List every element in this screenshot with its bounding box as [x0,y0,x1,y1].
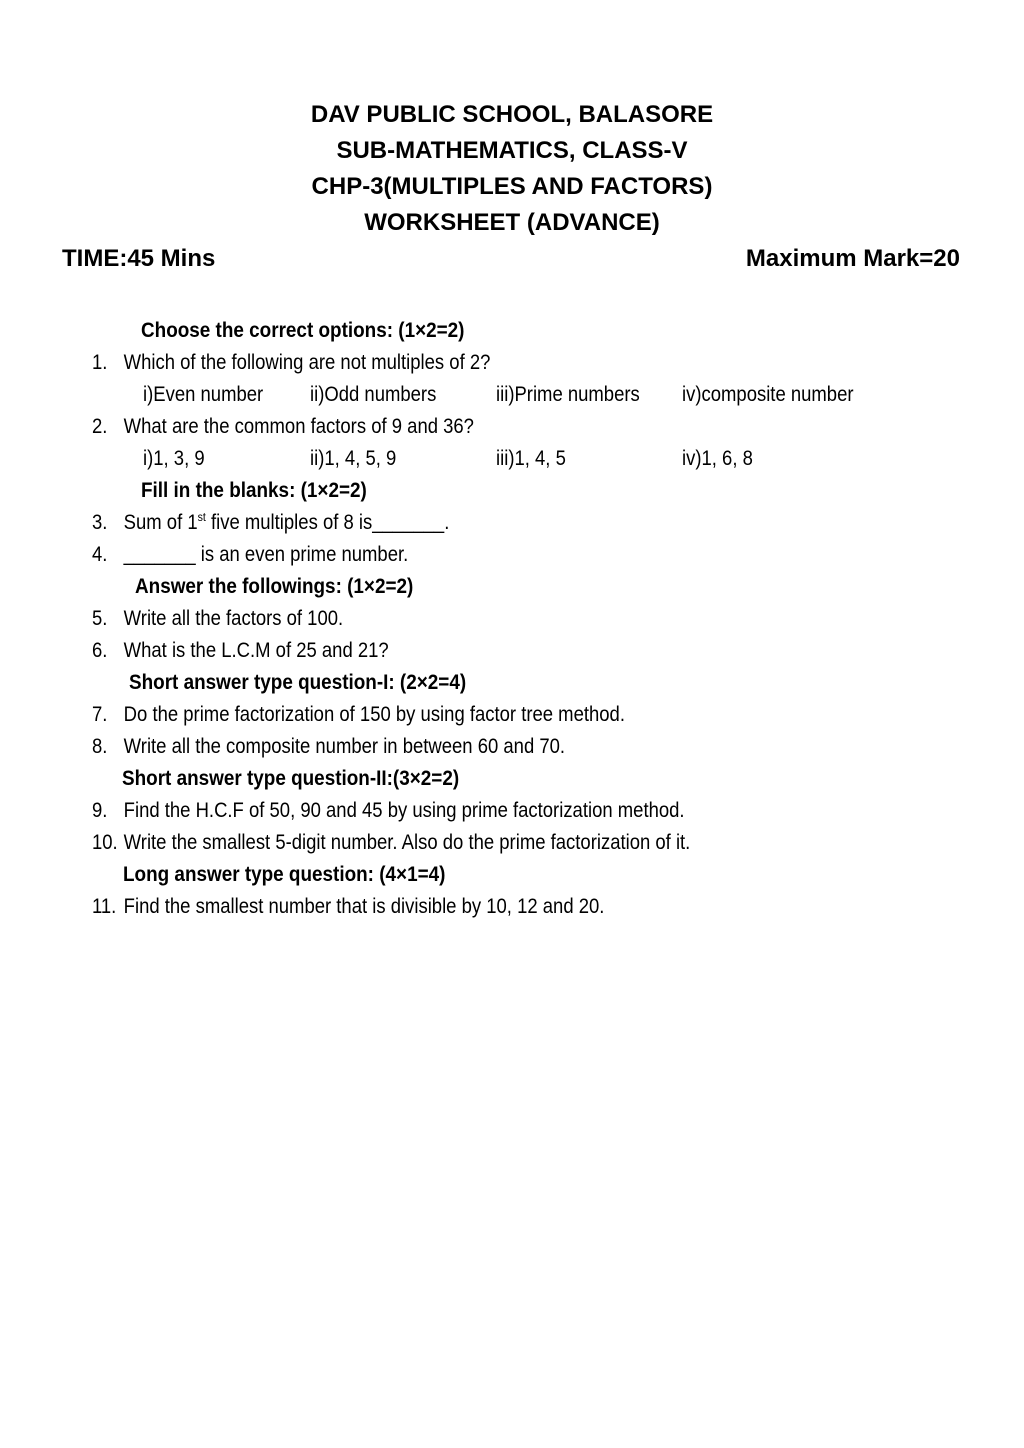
question-text-pre: Sum of 1 [123,511,198,534]
question-2 [92,413,474,441]
subject-line: SUB-MATHEMATICS, CLASS-V [336,137,688,164]
question-text: _______ is an even prime number. [123,543,409,566]
question-number: 2. [92,415,108,438]
q1-option-ii: ii)Odd numbers [310,383,437,406]
q1-option-iv: iv)composite number [682,383,854,406]
q2-option-ii: ii)1, 4, 5, 9 [310,447,397,470]
chapter-line: CHP-3(MULTIPLES AND FACTORS) [311,173,713,200]
question-text: What is the L.C.M of 25 and 21? [123,639,389,662]
question-text: Write all the factors of 100. [123,607,344,630]
section-heading-choose: Choose the correct options: (1×2=2) [141,319,465,342]
question-8 [92,733,565,761]
question-text: Write all the composite number in between 60 and 70. [123,735,566,758]
question-number: 11. [92,895,117,918]
question-number: 10. [92,831,118,854]
section-heading-long-answer: Long answer type question: (4×1=4) [123,863,446,886]
question-text: What are the common factors of 9 and 36? [123,415,474,438]
question-text: Find the H.C.F of 50, 90 and 45 by using prime factorization method. [123,799,685,822]
question-1 [92,349,490,377]
question-number: 1. [92,351,108,374]
section-heading-short-answer-1: Short answer type question-I: (2×2=4) [129,671,467,694]
section-heading-fill-blanks: Fill in the blanks: (1×2=2) [141,479,367,502]
ordinal-superscript: st [197,510,206,524]
time-label: TIME:45 Mins [62,245,216,272]
question-number: 7. [92,703,108,726]
q1-option-i: i)Even number [143,383,264,406]
question-number: 8. [92,735,108,758]
question-text: Do the prime factorization of 150 by using factor tree method. [123,703,625,726]
q2-option-i: i)1, 3, 9 [143,447,205,470]
question-number: 6. [92,639,108,662]
question-text: Which of the following are not multiples of 2? [123,351,491,374]
question-4 [92,541,408,569]
school-name: DAV PUBLIC SCHOOL, BALASORE [310,101,714,128]
question-9 [92,797,685,825]
q2-option-iii: iii)1, 4, 5 [496,447,566,470]
question-3 [92,509,449,537]
question-11 [92,893,604,921]
question-text-post: five multiples of 8 is_______. [205,511,450,534]
question-5 [92,605,343,633]
section-heading-short-answer-2: Short answer type question-II:(3×2=2) [122,767,460,790]
q1-option-iii: iii)Prime numbers [496,383,640,406]
question-text: Find the smallest number that is divisible by 10, 12 and 20. [123,895,605,918]
question-7 [92,701,625,729]
worksheet-title: WORKSHEET (ADVANCE) [364,209,660,236]
question-10 [92,829,690,857]
q2-option-iv: iv)1, 6, 8 [682,447,753,470]
question-number: 4. [92,543,108,566]
section-heading-answer: Answer the followings: (1×2=2) [135,575,414,598]
question-number: 3. [92,511,108,534]
maximum-mark-label: Maximum Mark=20 [745,245,960,272]
question-number: 5. [92,607,108,630]
question-number: 9. [92,799,108,822]
question-6 [92,637,389,665]
question-text: Write the smallest 5-digit number. Also do the prime factorization of it. [123,831,691,854]
